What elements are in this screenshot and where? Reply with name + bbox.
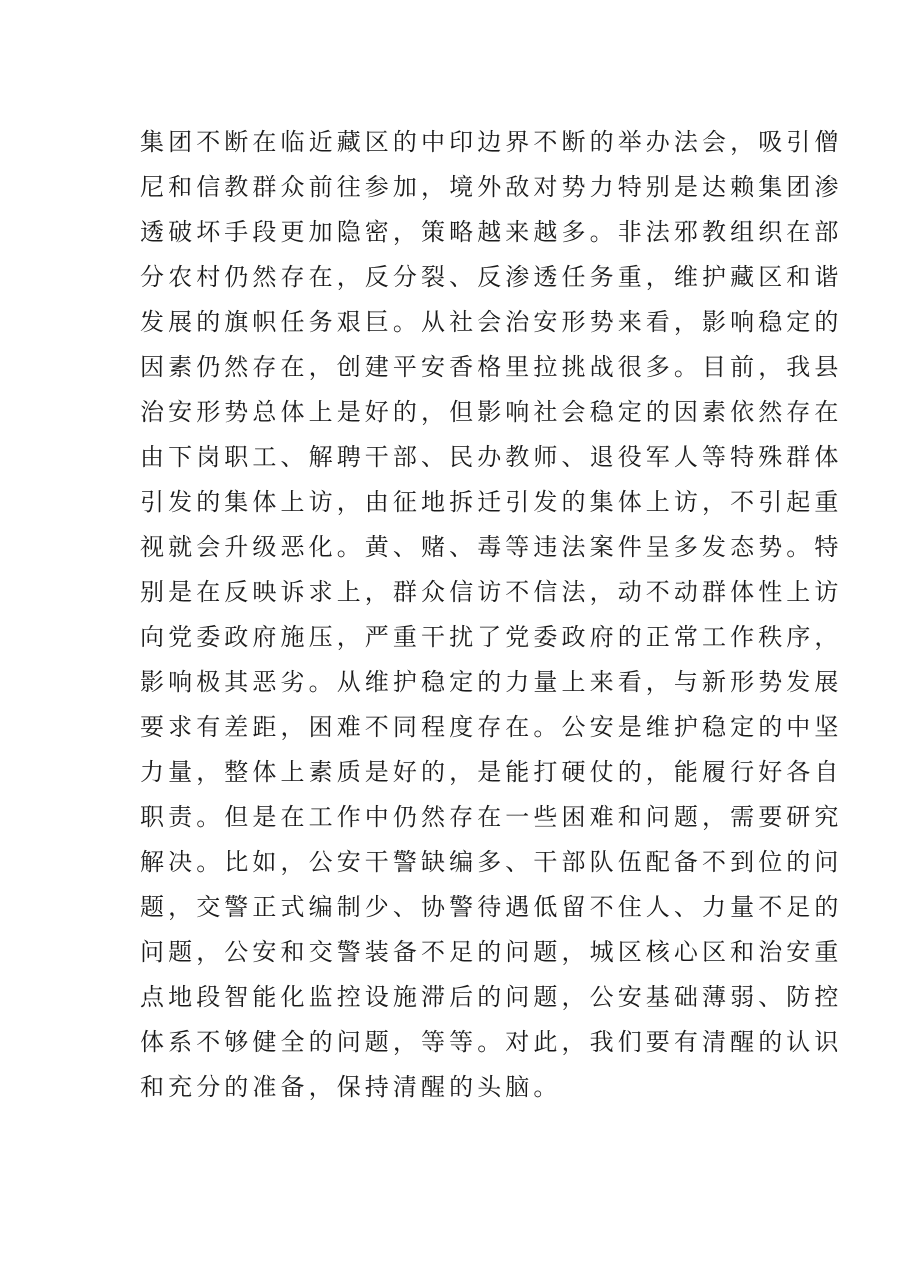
paragraph-line: 影响极其恶劣。从维护稳定的力量上来看，与新形势发展 (140, 668, 843, 696)
paragraph-line: 集团不断在临近藏区的中印边界不断的举办法会，吸引僧 (140, 128, 843, 156)
paragraph-line: 别是在反映诉求上，群众信访不信法，动不动群体性上访 (140, 578, 843, 606)
paragraph-line: 透破坏手段更加隐密，策略越来越多。非法邪教组织在部 (140, 218, 843, 246)
paragraph-line: 题，交警正式编制少、协警待遇低留不住人、力量不足的 (140, 893, 843, 921)
paragraph-line: 向党委政府施压，严重干扰了党委政府的正常工作秩序， (140, 623, 843, 651)
paragraph-line: 因素仍然存在，创建平安香格里拉挑战很多。目前，我县 (140, 353, 843, 381)
paragraph-line: 力量，整体上素质是好的，是能打硬仗的，能履行好各自 (140, 758, 843, 786)
paragraph-line: 体系不够健全的问题，等等。对此，我们要有清醒的认识 (140, 1028, 843, 1056)
paragraph-line: 分农村仍然存在，反分裂、反渗透任务重，维护藏区和谐 (140, 263, 843, 291)
paragraph-line: 发展的旗帜任务艰巨。从社会治安形势来看，影响稳定的 (140, 308, 843, 336)
paragraph-line: 由下岗职工、解聘干部、民办教师、退役军人等特殊群体 (140, 443, 843, 471)
paragraph-line: 和充分的准备，保持清醒的头脑。 (140, 1073, 562, 1101)
paragraph-line: 职责。但是在工作中仍然存在一些困难和问题，需要研究 (140, 803, 843, 831)
paragraph-line: 要求有差距，困难不同程度存在。公安是维护稳定的中坚 (140, 713, 843, 741)
paragraph-line: 引发的集体上访，由征地拆迁引发的集体上访，不引起重 (140, 488, 843, 516)
body-paragraph (140, 120, 843, 1110)
paragraph-line: 尼和信教群众前往参加，境外敌对势力特别是达赖集团渗 (140, 173, 843, 201)
paragraph-line: 点地段智能化监控设施滞后的问题，公安基础薄弱、防控 (140, 983, 843, 1011)
paragraph-line: 解决。比如，公安干警缺编多、干部队伍配备不到位的问 (140, 848, 843, 876)
paragraph-line: 治安形势总体上是好的，但影响社会稳定的因素依然存在 (140, 398, 843, 426)
paragraph-line: 视就会升级恶化。黄、赌、毒等违法案件呈多发态势。特 (140, 533, 843, 561)
paragraph-line: 问题，公安和交警装备不足的问题，城区核心区和治安重 (140, 938, 843, 966)
